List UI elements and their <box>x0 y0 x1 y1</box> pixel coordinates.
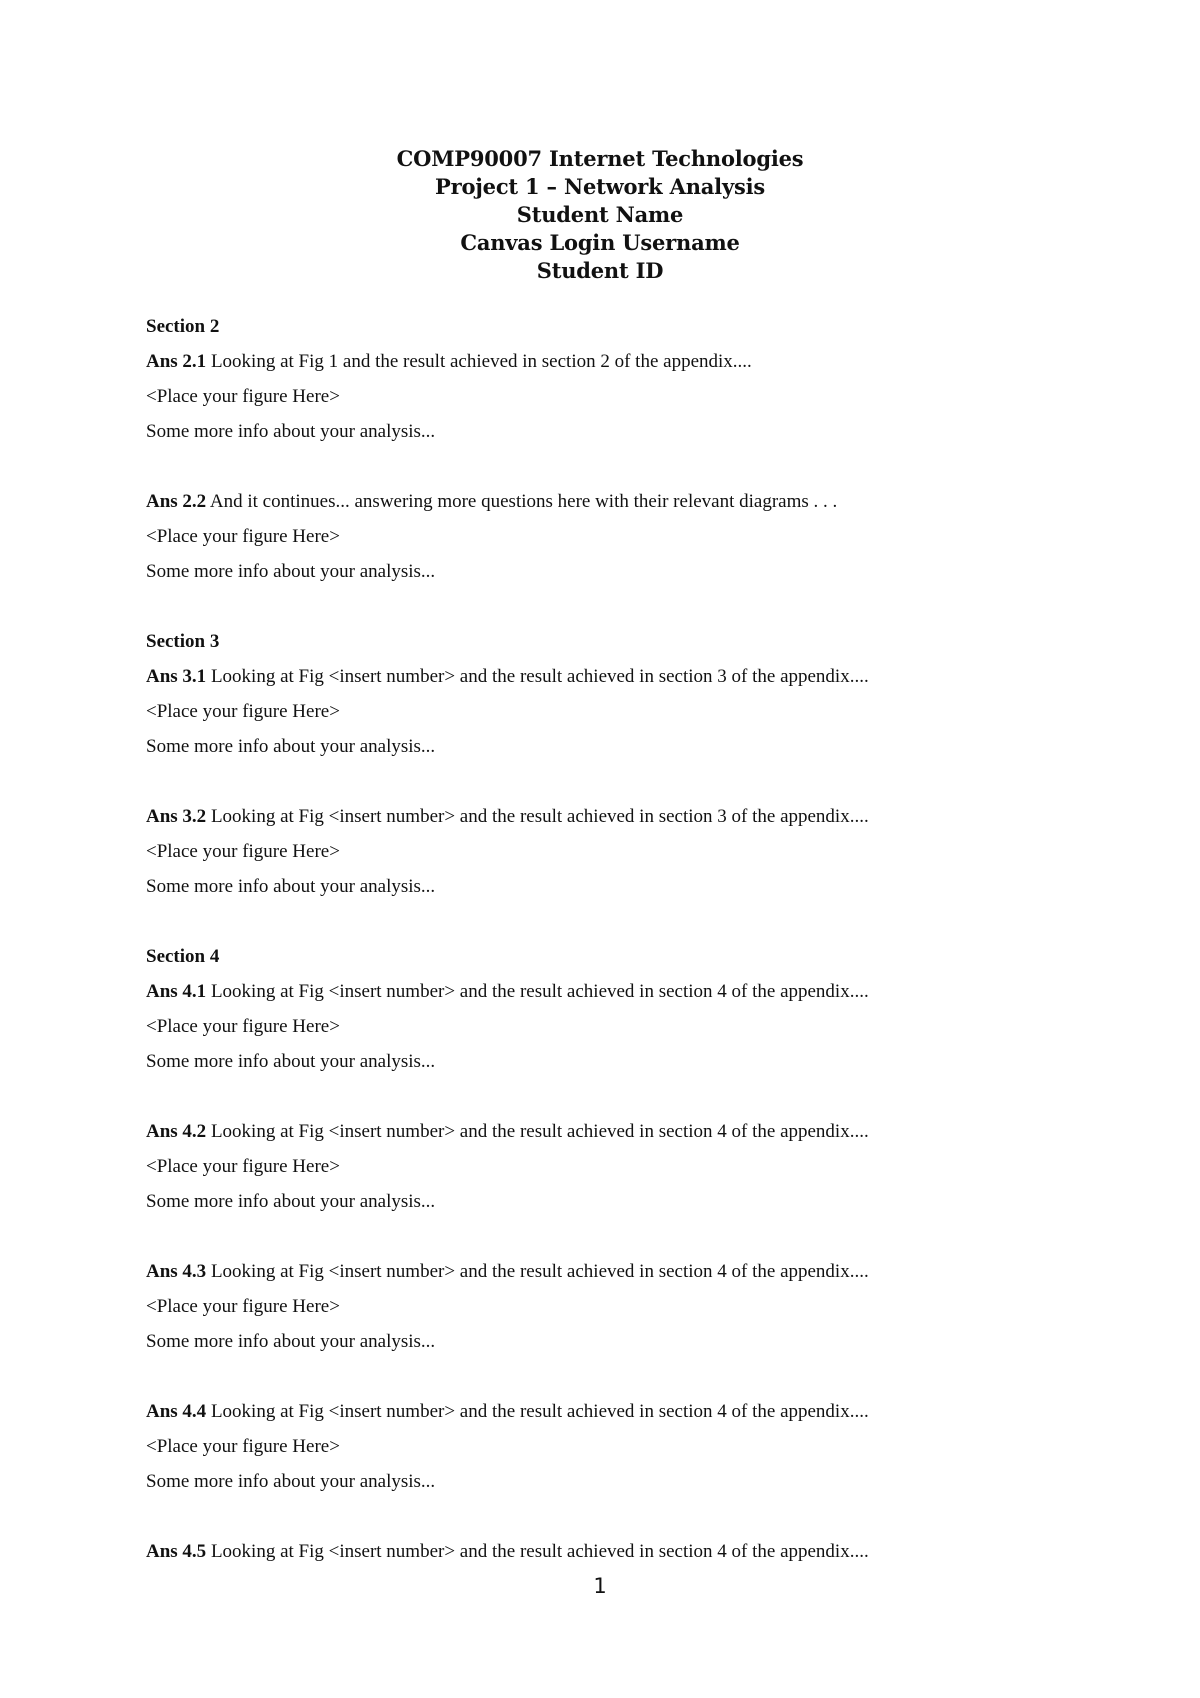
answer-text: Looking at Fig <insert number> and the result achieved in section 4 of the appendix.... <box>206 981 869 1002</box>
answer-text: Looking at Fig <insert number> and the result achieved in section 4 of the appendix.... <box>206 1401 869 1422</box>
figure-placeholder: <Place your figure Here> <box>146 1436 340 1457</box>
figure-placeholder: <Place your figure Here> <box>146 701 340 722</box>
answer-text: Looking at Fig 1 and the result achieved in section 2 of the appendix.... <box>206 351 752 372</box>
answer-line <box>146 1114 1106 1149</box>
spacer <box>146 1079 1106 1114</box>
spacer <box>146 449 1106 484</box>
spacer <box>146 1359 1106 1394</box>
spacer <box>146 1219 1106 1254</box>
answer-label: Ans 4.4 <box>146 1401 207 1422</box>
answer-line <box>146 974 1106 1009</box>
answer-label: Ans 4.1 <box>146 981 207 1002</box>
figure-placeholder: <Place your figure Here> <box>146 526 340 547</box>
spacer <box>146 764 1106 799</box>
page-number: 1 <box>593 1574 607 1598</box>
project-title: Project 1 – Network Analysis <box>435 174 765 199</box>
spacer <box>146 904 1106 939</box>
spacer <box>146 1499 1106 1534</box>
answer-line <box>146 1254 1106 1289</box>
canvas-login-username: Canvas Login Username <box>460 230 740 255</box>
student-name: Student Name <box>516 202 684 227</box>
section-heading: Section 3 <box>146 631 220 652</box>
course-title: COMP90007 Internet Technologies <box>396 146 804 171</box>
student-id: Student ID <box>536 258 664 283</box>
answer-line <box>146 1394 1106 1429</box>
analysis-info: Some more info about your analysis... <box>146 1051 436 1072</box>
answer-line <box>146 799 1106 834</box>
answer-line <box>146 484 1106 519</box>
section-heading: Section 4 <box>146 946 220 967</box>
answer-label: Ans 3.2 <box>146 806 207 827</box>
answer-text: Looking at Fig <insert number> and the result achieved in section 3 of the appendix.... <box>206 666 869 687</box>
answer-label: Ans 2.2 <box>146 491 207 512</box>
figure-placeholder: <Place your figure Here> <box>146 1156 340 1177</box>
answer-text: Looking at Fig <insert number> and the result achieved in section 3 of the appendix.... <box>206 806 869 827</box>
answer-label: Ans 4.5 <box>146 1541 207 1562</box>
analysis-info: Some more info about your analysis... <box>146 736 436 757</box>
analysis-info: Some more info about your analysis... <box>146 1331 436 1352</box>
answer-text: Looking at Fig <insert number> and the result achieved in section 4 of the appendix.... <box>206 1541 869 1562</box>
title-block <box>0 145 1200 285</box>
section-heading: Section 2 <box>146 316 220 337</box>
analysis-info: Some more info about your analysis... <box>146 1471 436 1492</box>
analysis-info: Some more info about your analysis... <box>146 561 436 582</box>
answer-line <box>146 344 1106 379</box>
answer-text: Looking at Fig <insert number> and the result achieved in section 4 of the appendix.... <box>206 1261 869 1282</box>
figure-placeholder: <Place your figure Here> <box>146 386 340 407</box>
figure-placeholder: <Place your figure Here> <box>146 1296 340 1317</box>
answer-label: Ans 2.1 <box>146 351 207 372</box>
spacer <box>146 589 1106 624</box>
answer-label: Ans 3.1 <box>146 666 207 687</box>
figure-placeholder: <Place your figure Here> <box>146 841 340 862</box>
answer-line <box>146 659 1106 694</box>
answer-label: Ans 4.2 <box>146 1121 207 1142</box>
analysis-info: Some more info about your analysis... <box>146 876 436 897</box>
document-body <box>146 309 1106 1569</box>
answer-text: And it continues... answering more questions here with their relevant diagrams . . . <box>206 491 838 512</box>
analysis-info: Some more info about your analysis... <box>146 421 436 442</box>
figure-placeholder: <Place your figure Here> <box>146 1016 340 1037</box>
answer-text: Looking at Fig <insert number> and the result achieved in section 4 of the appendix.... <box>206 1121 869 1142</box>
answer-line <box>146 1534 1106 1569</box>
analysis-info: Some more info about your analysis... <box>146 1191 436 1212</box>
answer-label: Ans 4.3 <box>146 1261 207 1282</box>
